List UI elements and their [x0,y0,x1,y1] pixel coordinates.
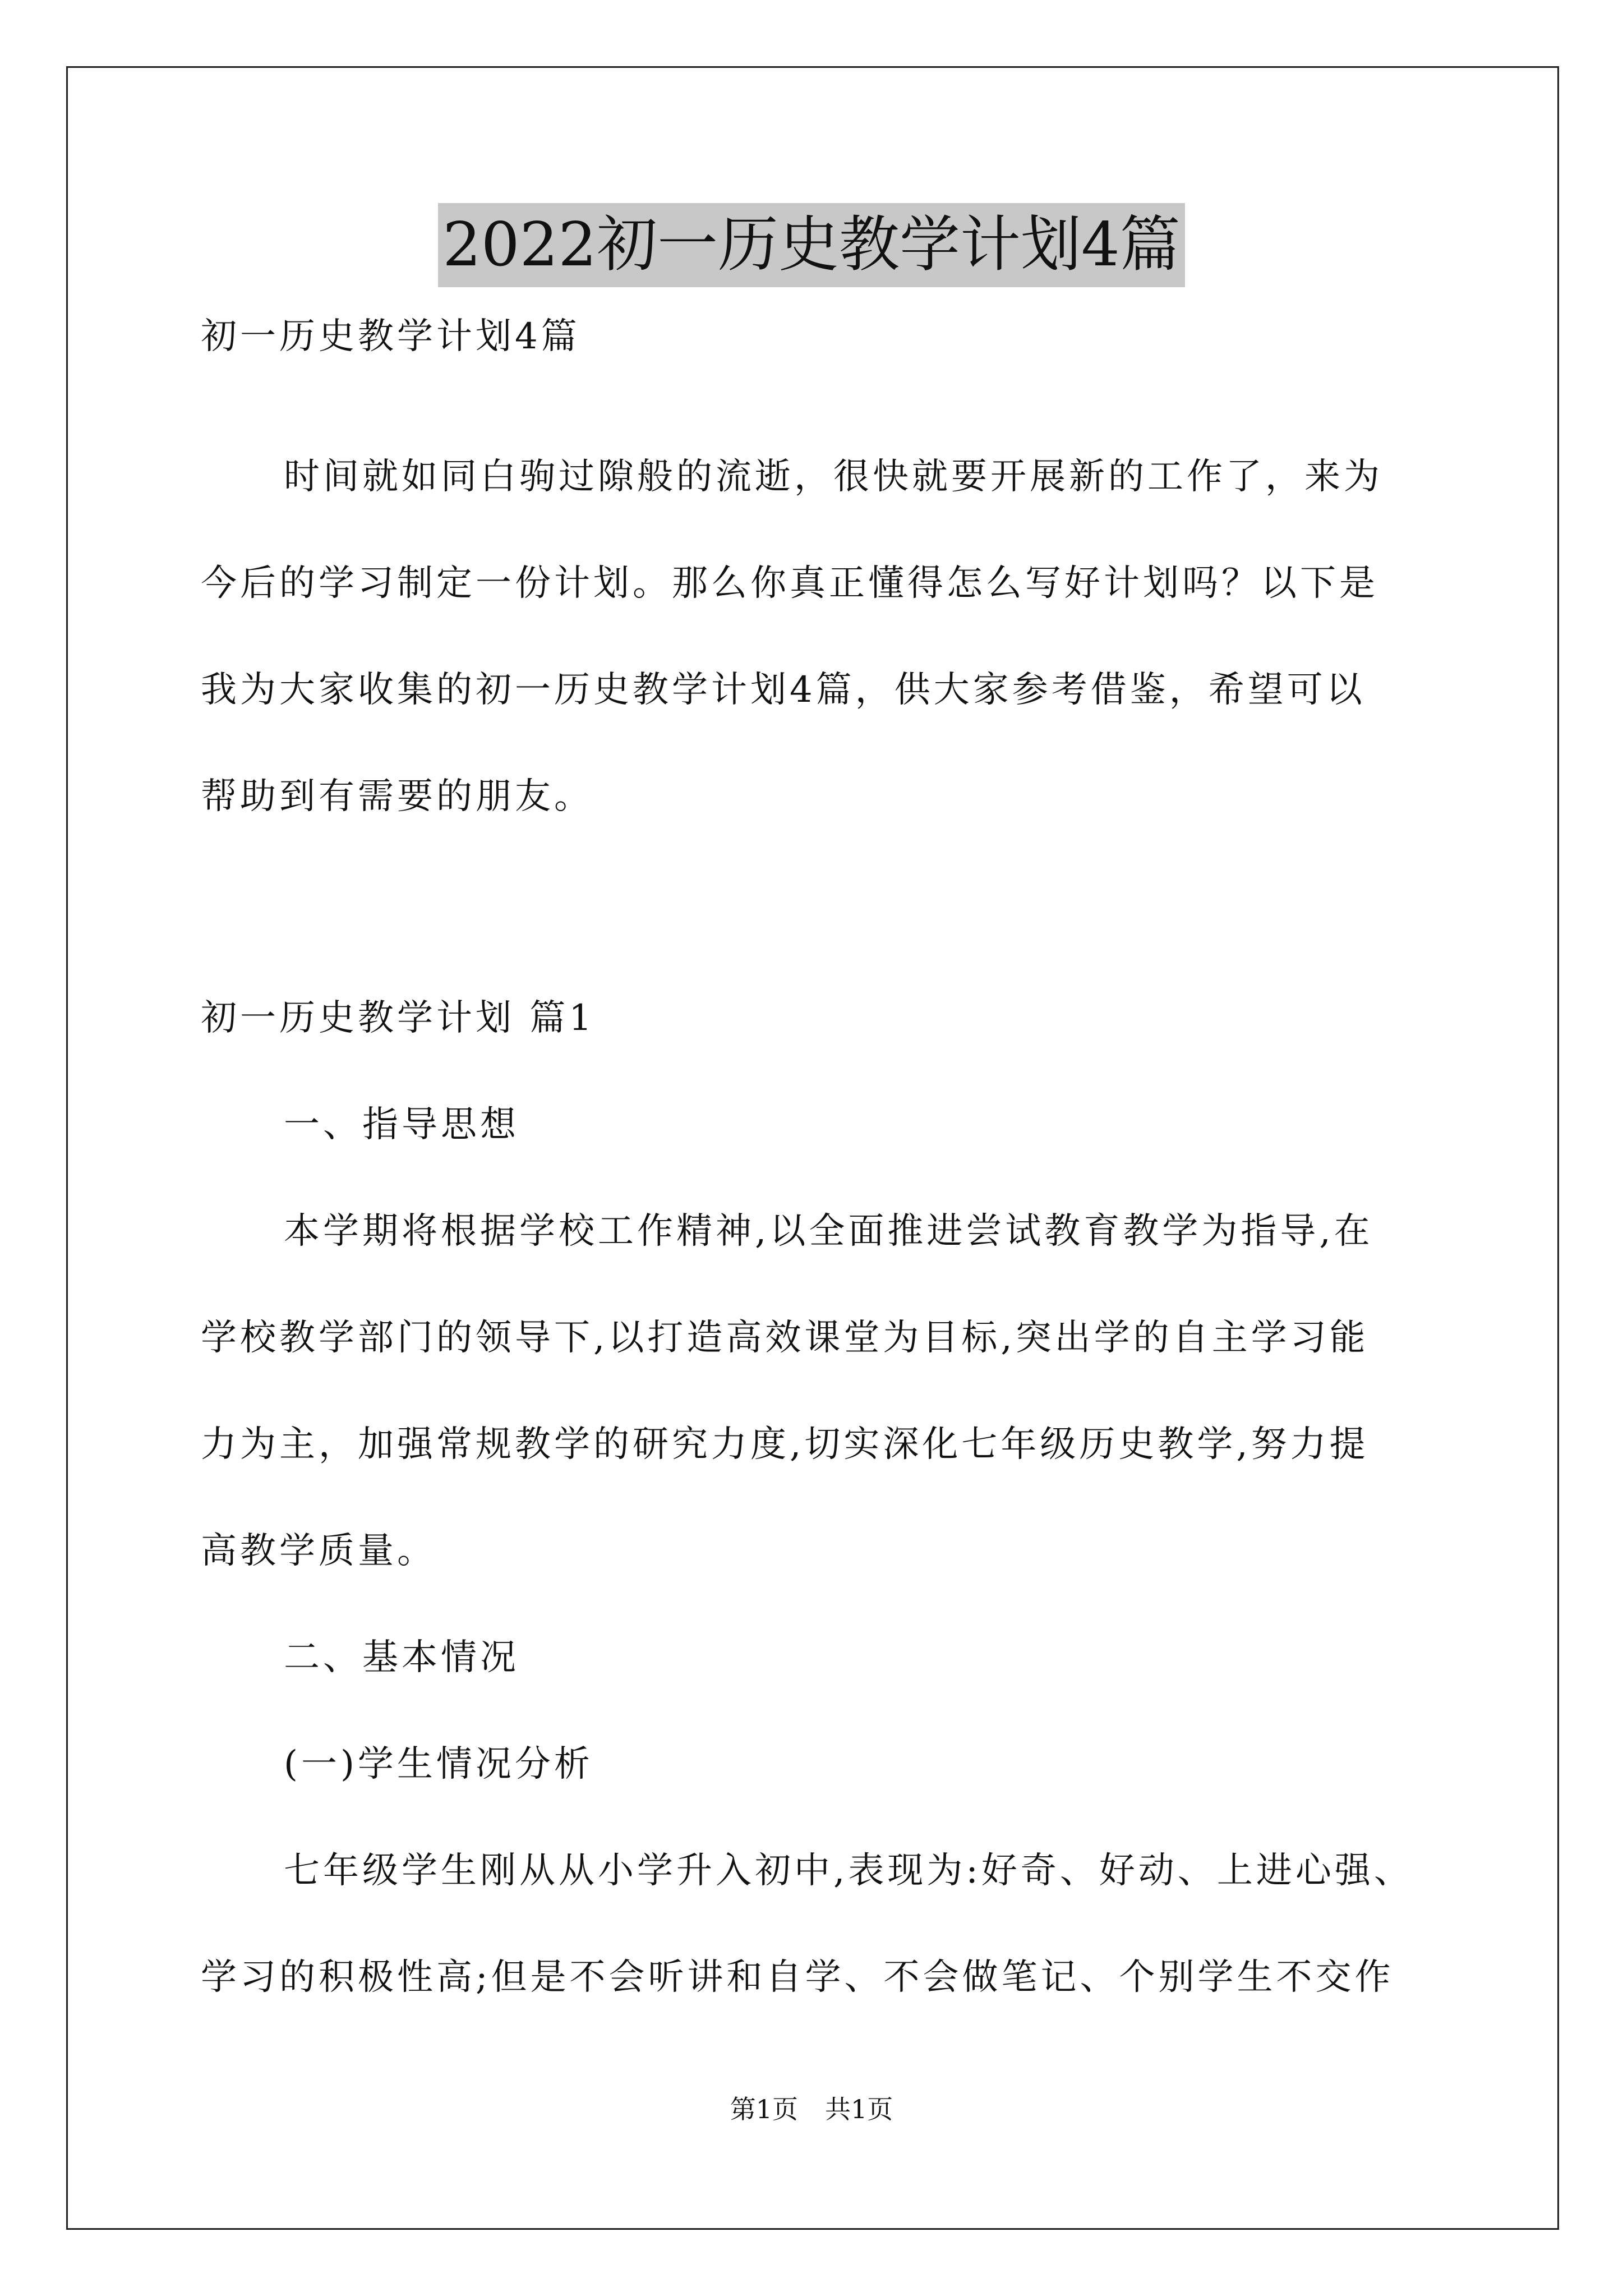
paragraph-line: 学校教学部门的领导下,以打造高效课堂为目标,突出学的自主学习能 [201,1317,1369,1359]
paragraph-line: 七年级学生刚从从小学升入初中,表现为:好奇、好动、上进心强、 [284,1850,1413,1892]
intro-line: 时间就如同白驹过隙般的流逝，很快就要开展新的工作了，来为 [284,456,1383,498]
intro-line: 今后的学习制定一份计划。那么你真正懂得怎么写好计划吗？以下是 [201,563,1378,604]
paragraph-line: 本学期将根据学校工作精神,以全面推进尝试教育教学为指导,在 [284,1211,1373,1252]
document-title: 2022初一历史教学计划4篇 [438,203,1185,287]
subtitle: 初一历史教学计划4篇 [201,316,580,357]
page-footer [0,2090,1623,2129]
intro-line: 帮助到有需要的朋友。 [201,776,593,817]
page-number-current: 第1页 [730,2094,798,2124]
paragraph-line: 高教学质量。 [201,1530,436,1572]
title-container [0,203,1623,287]
heading-basic-situation: 二、基本情况 [284,1637,519,1678]
heading-guiding-ideology: 一、指导思想 [284,1104,519,1145]
page-number-total: 共1页 [825,2094,893,2124]
intro-line: 我为大家收集的初一历史教学计划4篇，供大家参考借鉴，希望可以 [201,669,1366,711]
heading-student-analysis: (一)学生情况分析 [284,1743,593,1785]
section-heading: 初一历史教学计划 篇1 [201,997,596,1039]
paragraph-line: 学习的积极性高;但是不会听讲和自学、不会做笔记、个别学生不交作 [201,1957,1394,1998]
paragraph-line: 力为主，加强常规教学的研究力度,切实深化七年级历史教学,努力提 [201,1424,1369,1465]
